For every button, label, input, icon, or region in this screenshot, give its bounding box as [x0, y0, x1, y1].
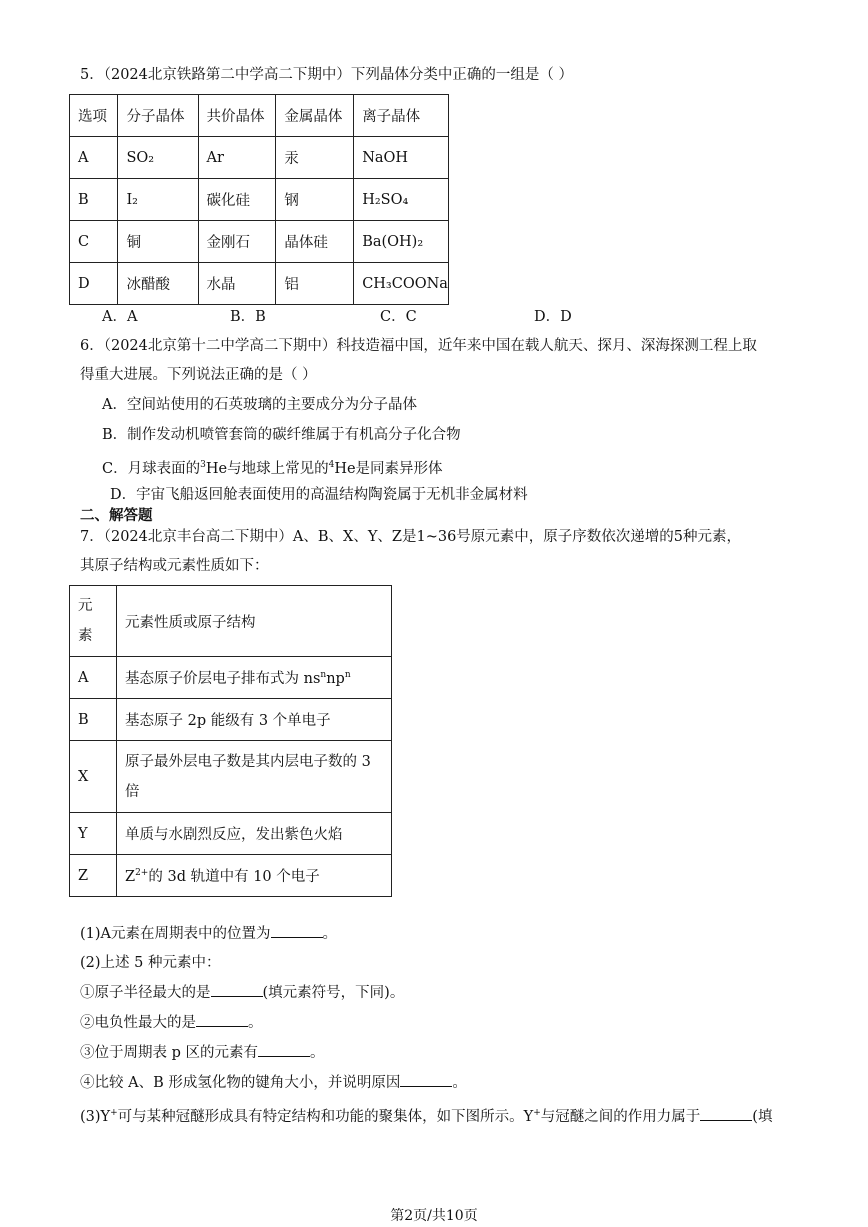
q7-part2-4-text: ④比较 A、B 形成氢化物的键角大小，并说明原因: [80, 1075, 401, 1091]
answer-blank[interactable]: [258, 1042, 310, 1057]
q5-cell: 铜: [118, 221, 198, 263]
answer-blank[interactable]: [196, 1012, 248, 1027]
q7-part2-3-end: 。: [310, 1045, 325, 1061]
q6-option-a: A．空间站使用的石英玻璃的主要成分为分子晶体: [102, 397, 417, 413]
answer-blank[interactable]: [271, 923, 323, 938]
q5-cell: I₂: [118, 179, 198, 221]
q7-header-element-line1: 元: [78, 598, 93, 614]
q7-desc-cell: [117, 855, 392, 897]
q7-desc-text: 基态原子价层电子排布式为 ns: [125, 671, 321, 687]
q7-el-cell: B: [70, 699, 117, 741]
q5-cell: 晶体硅: [276, 221, 354, 263]
q5-cell: 金刚石: [198, 221, 276, 263]
q5-cell: D: [70, 263, 118, 305]
q6-option-b: B．制作发动机喷管套筒的碳纤维属于有机高分子化合物: [102, 427, 461, 443]
q7-header-element: [70, 586, 117, 657]
page-footer: 第2页/共10页: [390, 1208, 478, 1224]
q7-part1: [80, 923, 337, 945]
q5-option-a: A．A: [102, 309, 138, 325]
q5-stem: 5．（2024北京铁路第二中学高二下期中）下列晶体分类中正确的一组是（ ）: [80, 67, 573, 83]
q6-option-c-suffix: He是同素异形体: [334, 460, 443, 477]
q5-cell: 钢: [276, 179, 354, 221]
q7-part2-2-end: 。: [248, 1015, 263, 1031]
q5-header-cell: 选项: [70, 95, 118, 137]
q7-desc-cell: [117, 657, 392, 699]
q5-cell: B: [70, 179, 118, 221]
q5-header-cell: 共价晶体: [198, 95, 276, 137]
q7-part2-4: [80, 1072, 467, 1094]
q5-option-b: B．B: [230, 309, 266, 325]
q7-part2: (2)上述 5 种元素中：: [80, 955, 221, 971]
q6-stem-line2: 得重大进展。下列说法正确的是（ ）: [80, 367, 317, 383]
q5-table: [69, 94, 449, 305]
q7-part2-1-end: (填元素符号，下同)。: [262, 985, 405, 1001]
q6-stem-line1: 6．（2024北京第十二中学高二下期中）科技造福中国，近年来中国在载人航天、探月、深海探测工程上取: [80, 338, 757, 354]
q7-stem-line1: 7．（2024北京丰台高二下期中）A、B、X、Y、Z是1~36号原元素中，原子序数依次递增的5种元素，: [80, 529, 742, 545]
q7-desc-text: 原子最外层电子数是其内层电子数的 3: [125, 753, 371, 770]
q7-part2-1: [80, 982, 404, 1004]
q7-desc-sup: 2+: [135, 868, 149, 879]
q5-cell: A: [70, 137, 118, 179]
q7-desc-text: 的 3d 轨道中有 10 个电子: [148, 869, 320, 885]
q5-cell: Ar: [198, 137, 276, 179]
q6-option-c-prefix: C．月球表面的: [102, 460, 201, 477]
q7-part3-sup: +: [110, 1108, 118, 1118]
q5-cell: SO₂: [118, 137, 198, 179]
q7-part3: [80, 1102, 772, 1128]
q7-part3-c: 与冠醚之间的作用力属于: [540, 1108, 701, 1125]
q7-desc-cell: 单质与水剧烈反应，发出紫色火焰: [117, 813, 392, 855]
q5-cell: C: [70, 221, 118, 263]
q5-cell: H₂SO₄: [354, 179, 449, 221]
q5-cell: 水晶: [198, 263, 276, 305]
q5-cell: 汞: [276, 137, 354, 179]
q6-option-c-sup2: 4: [328, 460, 335, 470]
q6-option-c-sup1: 3: [200, 460, 206, 470]
q7-header-element-line2: 素: [78, 628, 93, 644]
q5-cell: 冰醋酸: [118, 263, 198, 305]
q7-part2-2: [80, 1012, 263, 1034]
q7-part2-4-end: 。: [452, 1075, 467, 1091]
q7-part2-3: [80, 1042, 325, 1064]
q7-part3-sup: +: [533, 1108, 541, 1118]
q7-desc-text: Z: [125, 869, 136, 885]
q6-option-d: D．宇宙飞船返回舱表面使用的高温结构陶瓷属于无机非金属材料: [110, 487, 528, 503]
q7-el-cell: Z: [70, 855, 117, 897]
q7-desc-text: 倍: [125, 783, 140, 800]
q7-desc-sup: n: [320, 670, 327, 681]
q7-desc-cell: [117, 741, 392, 813]
q7-desc-cell: 基态原子 2p 能级有 3 个单电子: [117, 699, 392, 741]
q7-el-cell: A: [70, 657, 117, 699]
q6-option-c-mid: He与地球上常见的: [205, 460, 329, 477]
q5-option-c: C．C: [380, 309, 417, 325]
answer-blank[interactable]: [211, 982, 263, 997]
q7-part2-1-text: ①原子半径最大的是: [80, 985, 211, 1001]
answer-blank[interactable]: [400, 1072, 452, 1087]
q5-cell: NaOH: [354, 137, 449, 179]
q7-table: [69, 585, 392, 897]
q5-cell: 碳化硅: [198, 179, 276, 221]
q7-stem-line2: 其原子结构或元素性质如下：: [80, 558, 269, 574]
q5-header-cell: 分子晶体: [118, 95, 198, 137]
q7-header-desc: 元素性质或原子结构: [117, 586, 392, 657]
q7-part3-a: (3)Y: [80, 1108, 111, 1125]
q7-el-cell: X: [70, 741, 117, 813]
q5-option-d: D．D: [534, 309, 572, 325]
q7-part3-end: (填: [752, 1108, 773, 1125]
q5-cell: CH₃COONa: [354, 263, 449, 305]
answer-blank[interactable]: [700, 1106, 752, 1121]
q6-option-c: [102, 454, 443, 480]
q5-header-cell: 金属晶体: [276, 95, 354, 137]
q7-part2-2-text: ②电负性最大的是: [80, 1015, 196, 1031]
q7-part3-b: 可与某种冠醚形成具有特定结构和功能的聚集体，如下图所示。Y: [117, 1108, 534, 1125]
q5-cell: Ba(OH)₂: [354, 221, 449, 263]
q7-part1-text: (1)A元素在周期表中的位置为: [80, 926, 271, 942]
q7-desc-sup: n: [344, 670, 351, 681]
q7-desc-text: np: [326, 671, 345, 687]
q5-header-cell: 离子晶体: [354, 95, 449, 137]
q7-el-cell: Y: [70, 813, 117, 855]
q5-cell: 铝: [276, 263, 354, 305]
q7-part2-3-text: ③位于周期表 p 区的元素有: [80, 1045, 258, 1061]
section-heading: 二、解答题: [80, 507, 153, 524]
q7-part1-end: 。: [322, 926, 338, 942]
